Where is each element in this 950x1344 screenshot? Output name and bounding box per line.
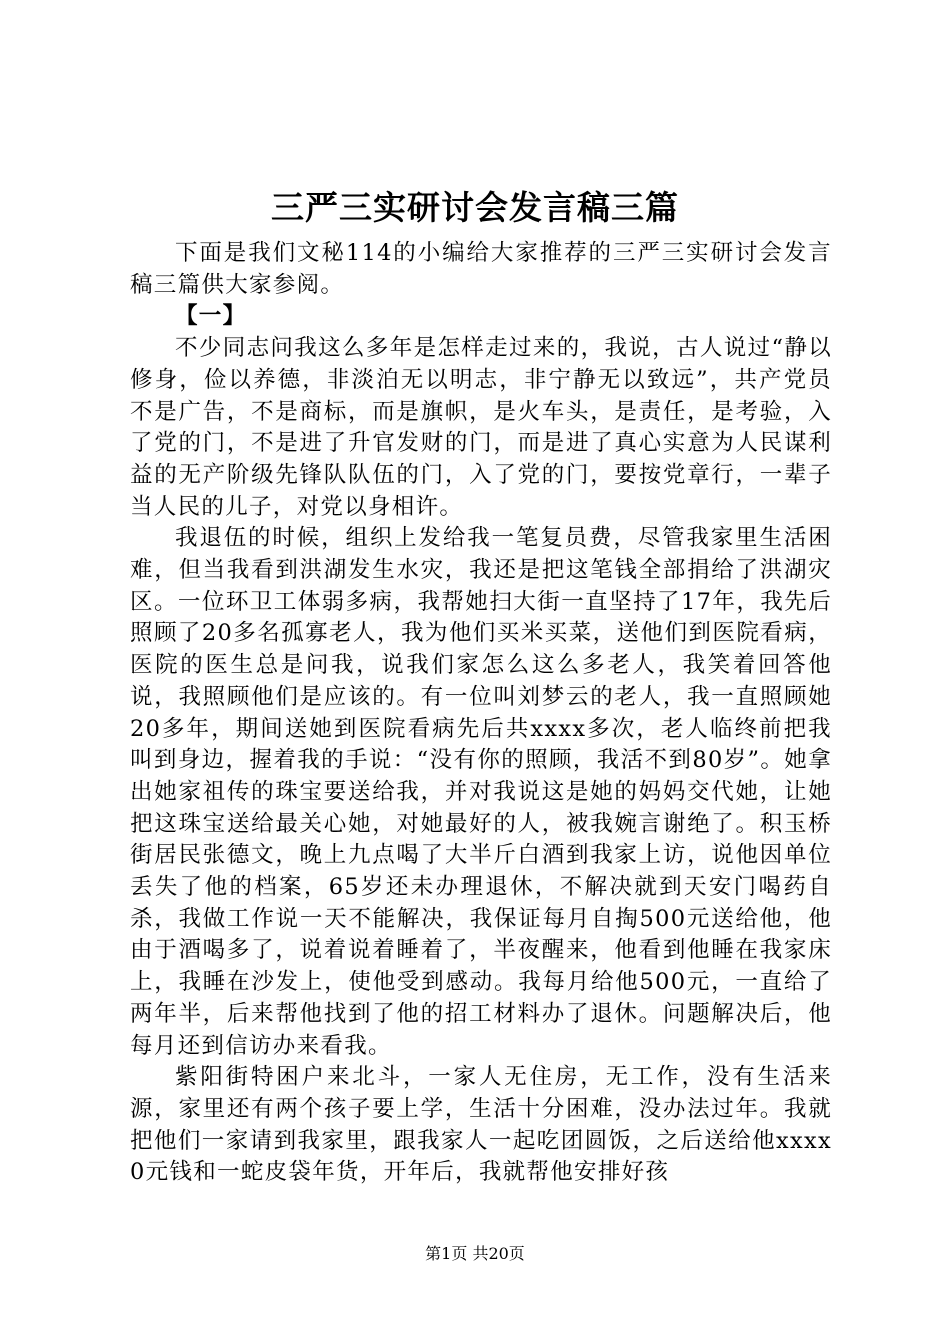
document-title: 三严三实研讨会发言稿三篇 [271, 188, 679, 227]
body-paragraph: 不少同志问我这么多年是怎样走过来的，我说，古人说过“静以修身，俭以养德，非淡泊无以明志，非宁静无以致远”，共产党员不是广告，不是商标，而是旗帜，是火车头，是责任，是考验，入了党的门，不是进了升官发财的门，而是进了真心实意为人民谋利益的无产阶级先锋队队伍的门，入了党的门，要按党章行，一辈子当人民的儿子，对党以身相许。 [130, 335, 832, 520]
section-heading: 【一】 [175, 303, 247, 330]
page-footer: 第1页 共20页 [425, 1244, 525, 1263]
intro-paragraph: 下面是我们文秘114的小编给大家推荐的三严三实研讨会发言稿三篇供大家参阅。 [130, 240, 832, 298]
document-body [130, 238, 832, 1189]
body-paragraph: 紫阳街特困户来北斗，一家人无住房，无工作，没有生活来源，家里还有两个孩子要上学，生活十分困难，没办法过年。我就把他们一家请到我家里，跟我家人一起吃团圆饭，之后送给他xxxx0元钱和一蛇皮袋年货，开年后，我就帮他安排好孩 [130, 1064, 832, 1186]
body-paragraph: 我退伍的时候，组织上发给我一笔复员费，尽管我家里生活困难，但当我看到洪湖发生水灾，我还是把这笔钱全部捐给了洪湖灾区。一位环卫工体弱多病，我帮她扫大街一直坚持了17年，我先后照顾了20多名孤寡老人，我为他们买米买菜，送他们到医院看病，医院的医生总是问我，说我们家怎么这么多老人，我笑着回答他说，我照顾他们是应该的。有一位叫刘梦云的老人，我一直照顾她20多年，期间送她到医院看病先后共xxxx多次，老人临终前把我叫到身边，握着我的手说：“没有你的照顾，我活不到80岁”。她拿出她家祖传的珠宝要送给我，并对我说这是她的妈妈交代她，让她把这珠宝送给最关心她，对她最好的人，被我婉言谢绝了。积玉桥街居民张德文，晚上九点喝了大半斤白酒到我家上访，说他因单位丢失了他的档案，65岁还未办理退休，不解决就到天安门喝药自杀，我做工作说一天不能解决，我保证每月自掏500元送给他，他由于酒喝多了，说着说着睡着了，半夜醒来，他看到他睡在我家床上，我睡在沙发上，使他受到感动。我每月给他500元，一直给了两年半，后来帮他找到了他的招工材料办了退休。问题解决后，他每月还到信访办来看我。 [130, 525, 832, 1059]
